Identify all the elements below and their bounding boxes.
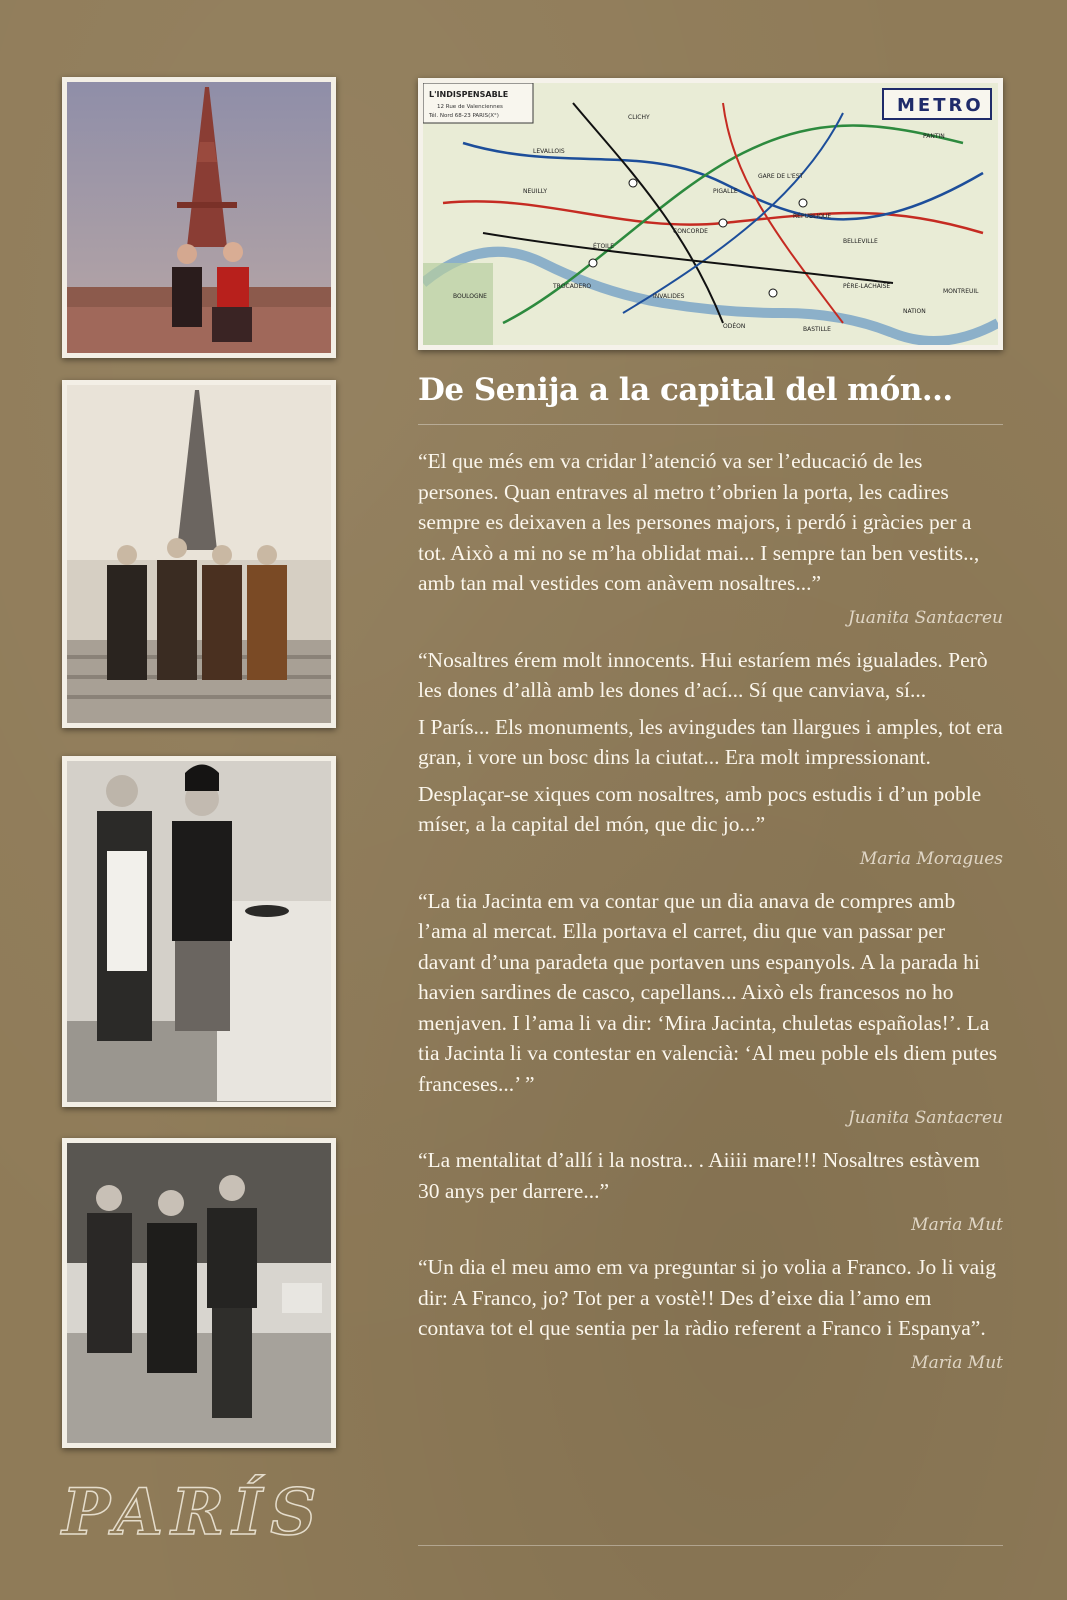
map-metro-label: METRO [897, 95, 984, 116]
map-station: NATION [903, 308, 926, 315]
quote-text: “Un dia el meu amo em va preguntar si jo volia a Franco. Jo li vaig dir: A Franco, jo? Tot per a vostè!! Des d’eixe dia l’amo em contava tot el que sentia per la ràdio referent a Franco i Espanya”. [418, 1255, 996, 1340]
map-station: NEUILLY [523, 188, 547, 195]
map-station: CLICHY [628, 114, 650, 121]
map-badge-phone: Tél. Nord 68-23 PARIS(X°) [429, 113, 499, 119]
quote-text: Desplaçar-se xiques com nosaltres, amb pocs estudis i d’un poble míser, a la capital del món, que dic jo...” [418, 781, 982, 836]
testimonial [418, 1145, 1003, 1238]
quote-text: I París... Els monuments, les avingudes tan llargues i amples, tot era gran, i vore un bosc dins la ciutat... Era molt impressionant. [418, 714, 1003, 769]
quote-author: Maria Mut [911, 1352, 1003, 1373]
testimonial [418, 1252, 1003, 1376]
quote-text: “El que més em va cridar l’atenció va ser l’educació de les persones. Quan entraves al metro t’obrien la porta, les cadires sempre es deixaven a les persones majors, i perdó i gràcies per a tot. Això a mi no se m’ha oblidat mai... I sempre tan ben vestits.., amb tan mal vestides com anàvem nosaltres...” [418, 449, 980, 595]
photo-women-kitchen [62, 756, 336, 1107]
footer-paris-title: PARÍS [62, 1475, 325, 1550]
map-station: ÉTOILE [593, 243, 615, 250]
quote-author: Maria Moragues [859, 848, 1003, 869]
testimonial [418, 886, 1003, 1132]
map-station: PÈRE-LACHAISE [843, 283, 891, 290]
photo-friends-park [62, 1138, 336, 1448]
map-badge-address: 12 Rue de Valenciennes [437, 104, 503, 110]
testimonials [418, 446, 1003, 1390]
page-title: De Senija a la capital del món... [418, 372, 953, 408]
testimonial [418, 446, 1003, 631]
map-badge-title: L'INDISPENSABLE [429, 90, 509, 99]
quote-text: “Nosaltres érem molt innocents. Hui estaríem més igualades. Però les dones d’allà amb les dones d’ací... Sí que canviava, sí... [418, 647, 988, 702]
quote-author: Maria Mut [911, 1215, 1003, 1235]
testimonial [418, 645, 1003, 872]
map-station: LEVALLOIS [533, 148, 565, 155]
quote-text: “La tia Jacinta em va contar que un dia anava de compres amb l’ama al mercat. Ella portava el carret, diu que van passar per davant d’una paradeta que portaven uns espanyols. A la parada hi havien sardines de casco, capellans... Això els francesos no ho menjaven. I l’ama li va dir: ‘Mira Jacinta, chuletas españolas!’. La tia Jacinta li va contestar en valencià: ‘Al meu poble els diem putes franceses...’ ” [418, 888, 998, 1096]
map-station: BOULOGNE [453, 293, 487, 300]
map-station: MONTREUIL [943, 288, 979, 295]
map-station: INVALIDES [653, 293, 685, 300]
map-station: PIGALLE [713, 188, 738, 195]
map-station: RÉPUBLIQUE [793, 213, 832, 220]
map-station: GARE DE L'EST [758, 173, 804, 180]
map-station: ODÉON [723, 323, 746, 330]
map-station: CONCORDE [673, 228, 708, 235]
quote-author: Juanita Santacreu [847, 607, 1003, 628]
map-station: TROCADERO [553, 283, 592, 290]
map-station: BELLEVILLE [843, 238, 878, 245]
quote-text: “La mentalitat d’allí i la nostra.. . Aiiii mare!!! Nosaltres estàvem 30 anys per darrere...” [418, 1148, 980, 1203]
title-divider [418, 424, 1003, 425]
photo-group-women-eiffel-tower [62, 380, 336, 728]
map-station: PANTIN [923, 133, 945, 140]
quote-author: Juanita Santacreu [847, 1108, 1003, 1128]
photo-couple-eiffel-tower [62, 77, 336, 358]
map-station: BASTILLE [803, 326, 831, 333]
paris-metro-map [418, 78, 1003, 350]
bottom-divider [418, 1545, 1003, 1546]
